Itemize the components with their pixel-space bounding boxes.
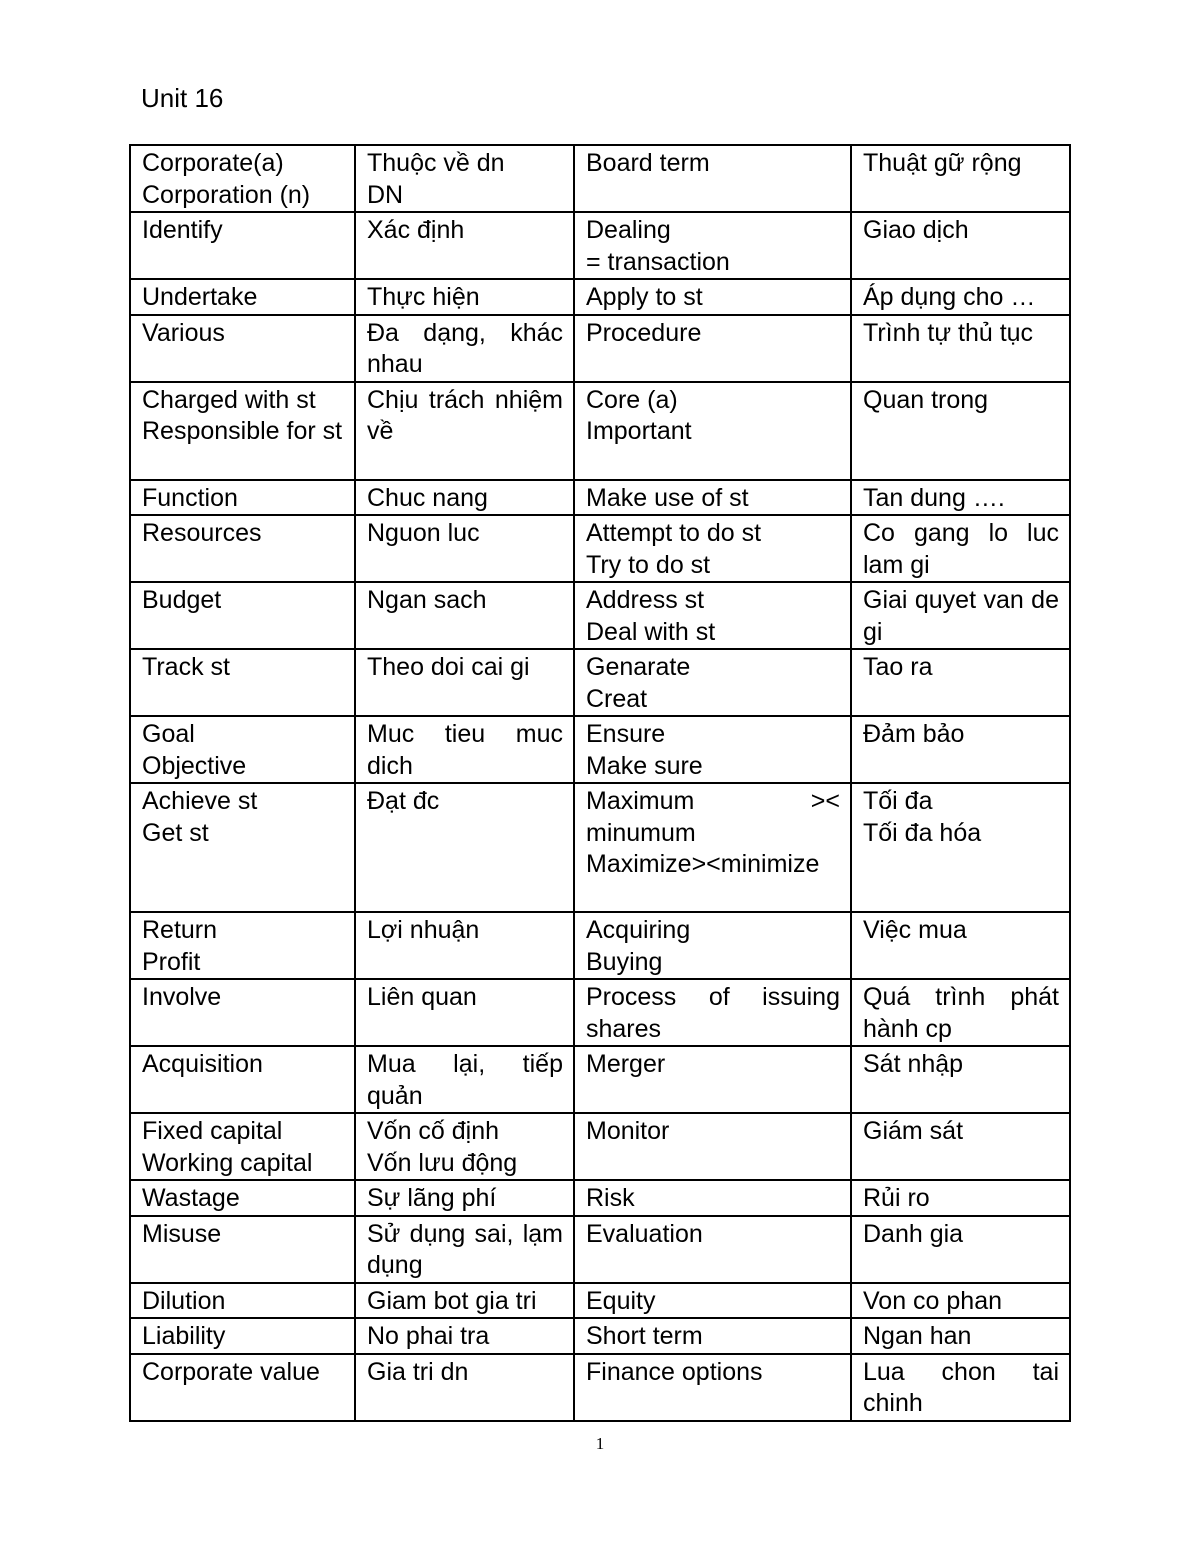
table-cell-term-right [574,382,851,480]
cell-text: Misuse [142,1219,222,1248]
table-cell-term-left [130,212,355,279]
table-cell-meaning-right [851,1216,1070,1283]
cell-text: Đảm bảo [863,720,965,748]
table-row [130,912,1070,979]
cell-text: Involve [142,983,222,1011]
table-cell-term-left [130,979,355,1046]
cell-text: Creat [586,684,648,713]
cell-text: Quan trong [863,385,989,414]
table-cell-term-right [574,1318,851,1354]
cell-text: Liability [142,1322,226,1350]
table-cell-term-right [574,1046,851,1113]
cell-text: Giao dịch [863,216,969,244]
cell-text: Monitor [586,1117,670,1145]
table-cell-meaning-right [851,145,1070,212]
cell-text: Tối đa hóa [863,818,982,847]
table-cell-meaning-left [355,382,574,480]
cell-text: Lua chon tai chinh [863,1357,1059,1417]
table-cell-term-left [130,382,355,480]
table-row [130,515,1070,582]
table-row [130,1283,1070,1319]
table-cell-term-right [574,145,851,212]
cell-text: Von co phan [863,1286,1003,1315]
cell-text: Identify [142,216,223,244]
cell-text: Acquisition [142,1050,263,1078]
table-cell-term-left [130,145,355,212]
table-row [130,649,1070,716]
table-row [130,480,1070,516]
cell-text: Giai quyet van de gi [863,586,1059,646]
table-cell-term-right [574,212,851,279]
table-cell-meaning-left [355,649,574,716]
cell-text: DN [367,180,404,209]
cell-text: Maximize><minimize [586,850,820,878]
table-cell-meaning-right [851,716,1070,783]
cell-text: Co gang lo luc lam gi [863,519,1059,579]
cell-text: Merger [586,1050,666,1078]
cell-text: = transaction [586,247,730,276]
table-cell-term-right [574,716,851,783]
table-row [130,145,1070,212]
cell-text: Attempt to do st [586,519,762,547]
table-cell-term-right [574,315,851,382]
cell-text: Board term [586,149,710,177]
cell-text: Wastage [142,1184,240,1212]
table-cell-meaning-right [851,1283,1070,1319]
table-cell-term-right [574,783,851,912]
cell-text: Thuộc về dn [367,149,505,177]
cell-text: Theo doi cai gi [367,653,530,681]
table-cell-term-left [130,1113,355,1180]
cell-text: Muc tieu muc dich [367,720,563,780]
table-cell-meaning-left [355,279,574,315]
cell-text: Xác định [367,216,465,244]
table-cell-meaning-right [851,1180,1070,1216]
cell-text: Maximum >< minumum [586,787,840,847]
cell-text: Quá trình phát hành cp [863,983,1059,1043]
table-cell-term-left [130,1318,355,1354]
table-cell-meaning-left [355,145,574,212]
cell-text: Undertake [142,283,258,311]
table-cell-term-right [574,649,851,716]
cell-text: Make use of st [586,483,749,512]
cell-text: Finance options [586,1357,763,1386]
table-cell-meaning-right [851,1354,1070,1421]
table-cell-meaning-right [851,783,1070,912]
cell-text: Return [142,916,218,944]
table-cell-meaning-right [851,212,1070,279]
cell-text: Gia tri dn [367,1357,469,1386]
table-row [130,1354,1070,1421]
cell-text: Achieve st [142,787,258,815]
cell-text: Evaluation [586,1219,703,1248]
cell-text: Danh gia [863,1219,964,1248]
table-cell-term-left [130,315,355,382]
table-cell-term-left [130,649,355,716]
table-cell-meaning-left [355,1318,574,1354]
cell-text: Core (a) [586,385,678,414]
cell-text: Lợi nhuận [367,916,480,944]
table-cell-term-left [130,716,355,783]
table-cell-term-right [574,979,851,1046]
table-cell-meaning-left [355,582,574,649]
cell-text: Address st [586,586,705,614]
cell-text: Track st [142,653,230,681]
table-cell-meaning-left [355,1354,574,1421]
cell-text: Tối đa [863,787,933,815]
table-row [130,716,1070,783]
cell-text: Tao ra [863,653,933,681]
cell-text: Corporate value [142,1357,320,1386]
cell-text: Áp dụng cho … [863,283,1036,311]
table-cell-term-left [130,582,355,649]
cell-text: Resources [142,519,262,547]
table-cell-term-right [574,912,851,979]
cell-text: Nguon luc [367,519,480,547]
table-cell-term-left [130,1354,355,1421]
cell-text: Tan dung …. [863,483,1005,512]
cell-text: Acquiring [586,916,691,944]
table-cell-meaning-right [851,912,1070,979]
table-row [130,1113,1070,1180]
table-cell-meaning-right [851,979,1070,1046]
table-cell-term-left [130,783,355,912]
table-cell-meaning-right [851,1113,1070,1180]
table-row [130,1180,1070,1216]
table-cell-term-left [130,480,355,516]
cell-text: Goal [142,720,195,748]
table-cell-term-right [574,1216,851,1283]
table-cell-term-left [130,1046,355,1113]
table-cell-term-left [130,515,355,582]
table-cell-meaning-left [355,480,574,516]
cell-text: Get st [142,818,209,847]
cell-text: Chịu trách nhiệm về [367,385,563,445]
table-cell-meaning-left [355,979,574,1046]
table-cell-term-left [130,1216,355,1283]
cell-text: Working capital [142,1148,313,1177]
table-cell-meaning-left [355,1216,574,1283]
cell-text: Liên quan [367,983,477,1011]
table-cell-meaning-left [355,1283,574,1319]
cell-text: Dilution [142,1286,226,1315]
table-cell-meaning-right [851,582,1070,649]
vocabulary-table-body [130,145,1070,1421]
table-cell-meaning-left [355,1180,574,1216]
table-cell-meaning-right [851,382,1070,480]
table-cell-meaning-right [851,1318,1070,1354]
cell-text: Make sure [586,751,703,780]
cell-text: Equity [586,1286,656,1315]
cell-text: Dealing [586,216,671,244]
cell-text: Thực hiện [367,283,480,311]
table-row [130,1216,1070,1283]
table-cell-term-right [574,1180,851,1216]
cell-text: Genarate [586,653,691,681]
table-cell-meaning-left [355,315,574,382]
cell-text: Objective [142,751,247,780]
table-cell-term-right [574,1113,851,1180]
table-row [130,979,1070,1046]
cell-text: Charged with st [142,385,316,414]
table-cell-term-left [130,912,355,979]
table-cell-meaning-right [851,649,1070,716]
table-cell-meaning-right [851,1046,1070,1113]
table-row [130,279,1070,315]
table-row [130,315,1070,382]
cell-text: Chuc nang [367,483,488,512]
cell-text: Giám sát [863,1117,964,1145]
table-row [130,783,1070,912]
cell-text: Sự lãng phí [367,1184,497,1212]
cell-text: Various [142,318,225,347]
cell-text: Risk [586,1184,635,1212]
cell-text: Important [586,417,692,445]
table-cell-meaning-left [355,212,574,279]
table-cell-term-right [574,480,851,516]
vocabulary-table [129,144,1071,1422]
cell-text: Responsible for st [142,417,343,445]
page-title: Unit 16 [141,83,224,113]
table-cell-meaning-left [355,716,574,783]
table-row [130,382,1070,480]
cell-text: Rủi ro [863,1184,930,1212]
cell-text: Thuật gữ rộng [863,149,1022,177]
cell-text: Fixed capital [142,1117,283,1145]
table-cell-term-left [130,1283,355,1319]
cell-text: Profit [142,947,201,976]
cell-text: No phai tra [367,1322,490,1350]
table-row [130,1318,1070,1354]
cell-text: Corporate(a) [142,149,284,177]
cell-text: Việc mua [863,916,967,944]
cell-text: Ngan han [863,1322,972,1350]
table-cell-term-right [574,1283,851,1319]
cell-text: Giam bot gia tri [367,1286,537,1315]
page-number: 1 [595,1434,605,1453]
cell-text: Vốn lưu động [367,1148,518,1177]
table-cell-meaning-right [851,279,1070,315]
cell-text: Apply to st [586,283,703,311]
table-cell-term-right [574,1354,851,1421]
cell-text: Try to do st [586,550,711,579]
table-cell-meaning-left [355,1113,574,1180]
cell-text: Vốn cố định [367,1117,500,1145]
table-cell-meaning-left [355,783,574,912]
table-cell-term-right [574,582,851,649]
table-cell-meaning-right [851,480,1070,516]
table-cell-meaning-left [355,912,574,979]
table-row [130,1046,1070,1113]
cell-text: Ensure [586,720,666,748]
table-cell-meaning-right [851,515,1070,582]
cell-text: Đạt đc [367,787,440,815]
cell-text: Buying [586,947,663,976]
table-cell-meaning-left [355,515,574,582]
cell-text: Sử dụng sai, lạm dụng [367,1219,563,1279]
table-cell-meaning-left [355,1046,574,1113]
table-cell-term-right [574,279,851,315]
cell-text: Function [142,483,238,512]
table-cell-meaning-right [851,315,1070,382]
cell-text: Sát nhập [863,1050,964,1078]
cell-text: Trình tự thủ tục [863,318,1034,347]
cell-text: Mua lại, tiếp quản [367,1050,563,1110]
cell-text: Process of issuing shares [586,983,840,1043]
cell-text: Đa dạng, khác nhau [367,318,563,378]
cell-text: Short term [586,1322,703,1350]
table-cell-term-left [130,279,355,315]
cell-text: Deal with st [586,617,716,646]
cell-text: Procedure [586,318,702,347]
cell-text: Ngan sach [367,586,487,614]
table-row [130,212,1070,279]
cell-text: Corporation (n) [142,180,311,209]
cell-text: Budget [142,586,222,614]
table-cell-term-right [574,515,851,582]
table-row [130,582,1070,649]
table-cell-term-left [130,1180,355,1216]
